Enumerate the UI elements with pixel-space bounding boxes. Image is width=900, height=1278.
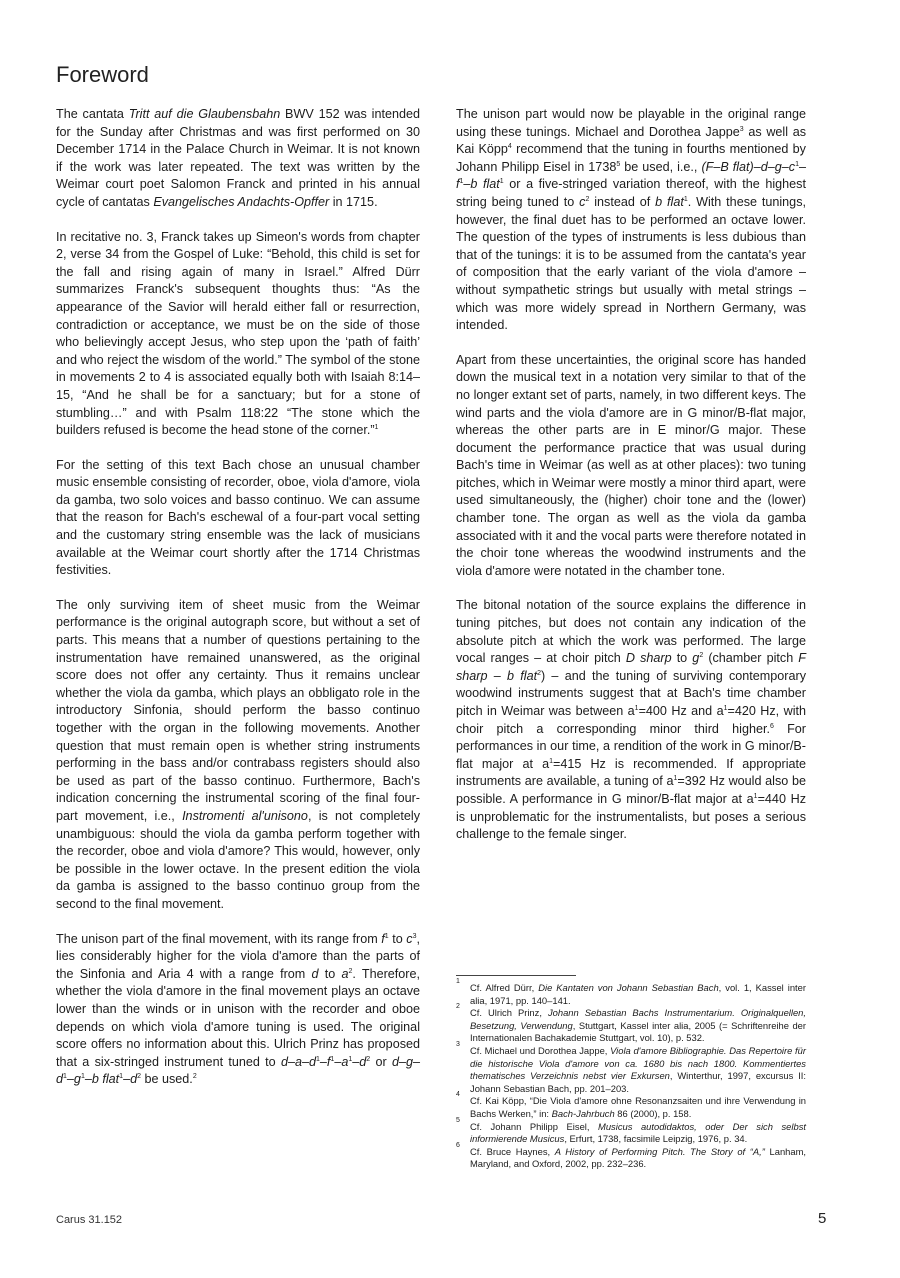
footnote: 5 Cf. Johann Philipp Eisel, Musicus autodidaktos, oder Der sich selbst informierende Musicus, Erfurt, 1738, facsimile Leipzig, 1976, p. 34. xyxy=(456,1116,806,1145)
paragraph: For the setting of this text Bach chose an unusual chamber music ensemble consisting of recorder, oboe, viola d'amore, viola da gamba, two solo voices and basso continuo. We can assume that the reason for Bach's eschewal of a four-part vocal setting and the customary string ensemble was the lack of musicians available at the Weimar court shortly after the 1714 Christmas festivities. xyxy=(56,457,420,578)
footnote: 1 Cf. Alfred Dürr, Die Kantaten von Johann Sebastian Bach, vol. 1, Kassel inter alia, 1971, pp. 140–141. xyxy=(456,978,806,1006)
footnote-ref: 2 xyxy=(192,1073,197,1081)
footnote: 3 Cf. Michael und Dorothea Jappe, Viola d'amore Bibliographie. Das Repertoire für die historische Viola d'amore von ca. 1680 bis nach 1800. Kommentiertes thematisches Verzeichnis nebst vier Exkursen, Winterthur, 1997, excursus II: Johann Sebastian Bach, pp. 201–203. xyxy=(456,1040,806,1094)
paragraph: Apart from these uncertainties, the original score has handed down the musical text in a notation very similar to that of the no longer extant set of parts, namely, in two different keys. The wind parts and the viola d'amore are in G minor/B-flat major, whereas the other parts are in E minor/G major. These document the performance practice that was usual during Bach's time in Weimar (as well as at other places): two tuning pitches, which in Weimar were mostly a minor third apart, were used simultaneously, the (higher) choir tone and the (lower) chamber tone. The organ as well as the viola da gamba associated with it and the vocal parts were therefore notated in the choir tone whereas the woodwind instruments and the viola d'amore were notated in the chamber tone. xyxy=(456,352,806,578)
page-title: Foreword xyxy=(56,62,149,87)
right-column xyxy=(456,106,806,861)
page-number: 5 xyxy=(818,1210,827,1227)
catalog-number: Carus 31.152 xyxy=(56,1214,123,1226)
footnote-ref: 3 xyxy=(739,125,744,133)
left-column xyxy=(56,106,420,1106)
paragraph: In recitative no. 3, Franck takes up Simeon's words from chapter 2, verse 34 from the Gospel of Luke: “Behold, this child is set for the fall and rising again of many in Israel.” Alfred Dürr summarizes Franck's subsequent thoughts thus: “As the appearance of the Savior will herald either fall or resurrection, contradiction or acceptance, we must be on the side of those who believingly accept Jesus, who step upon the ‘path of faith’ and who reject the wisdom of the world.” The symbol of the stone in movements 2 to 4 is associated equally both with Isaiah 8:14–15, “And he shall be for a sanctuary; but for a stone of stumbling…” and with Psalm 118:22 “The stone which the builders refused is become the head stone of the corner.”$^1$ xyxy=(56,229,420,438)
footnote-ref: 1 xyxy=(374,423,379,431)
footnote-ref: 6 xyxy=(769,722,774,730)
footnote-ref: 4 xyxy=(507,143,512,150)
footnote: 2 Cf. Ulrich Prinz, Johann Sebastian Bachs Instrumentarium. Originalquellen, Besetzung, Verwendung, Stuttgart, Kassel inter alia, 2005 (= Schriftenreihe der Internationalen Bachakademie Stuttgart, vol. 10), p. 532. xyxy=(456,1003,806,1044)
footnote: 6 Cf. Bruce Haynes, A History of Performing Pitch. The Story of “A,” Lanham, Maryland, and Oxford, 2002, pp. 232–236. xyxy=(456,1141,806,1170)
paragraph: The unison part would now be playable in the original range using these tunings. Michael and Dorothea Jappe$^3$ as well as Kai Köpp$^4$ recommend that the tuning in fourths mentioned by Johann Philipp Eisel in 1738$^5$ be used, i.e., (F–B $flat)-d-g-c^1-f^1-b$ flat$^1$ or a five-stringed variation thereof, with the highest string being tuned to $c^2$ instead of b flat$^1$. With these tunings, however, the final duet has to be performed an octave lower. The question of the types of instruments is less dubious than that of the tunings: it is to be assumed from the cantata's year of composition that the early variant of the viola d'amore – without sympathetic strings but usually with metal strings – which was more widely spread in Northern Germany, was intended. xyxy=(456,107,807,333)
footnote: 4 Cf. Kai Köpp, “Die Viola d'amore ohne Resonanzsaiten und ihre Verwendung in Bachs Werken,” in: Bach-Jahrbuch 86 (2000), p. 158. xyxy=(456,1091,806,1119)
paragraph: The cantata Tritt auf die Glaubensbahn BWV 152 was intended for the Sunday after Christmas and was first performed on 30 December 1714 in the Palace Church in Weimar. It is not known if the work was later repeated. The text was written by the Weimar court poet Salomon Franck and printed in his annual cycle of cantatas Evangelisches Andachts-Opffer in 1715. xyxy=(56,107,420,209)
footnotes xyxy=(456,978,806,1171)
paragraph: The bitonal notation of the source explains the difference in tuning pitches, but does not contain any indication of the absolute pitch at which the work was performed. The large vocal ranges – at choir pitch D sharp to $g^2$ (chamber pitch F sharp – b flat$^2$) – and the tuning of surviving contemporary woodwind instruments suggest that at Bach's time chamber pitch in Weimar was between $a^1=400$ Hz and $a^1=420$ Hz, with choir pitch a corresponding minor third higher.$^6$ For performances in our time, a rendition of the work in G minor/B-flat major at $a^1=415$ Hz is recommended. If appropriate instruments are available, a tuning of $a^1=392$ Hz would also be possible. A performance in G minor/B-flat major at $a^1=440$ Hz is unproblematic for the instrumentalists, but poses a serious challenge to the female singer. xyxy=(456,598,807,842)
paragraph: The only surviving item of sheet music from the Weimar performance is the original autograph score, but without a set of parts. This means that a number of questions pertaining to the instrumentation have remained unanswered, as the original score does not offer any certainty. Thus it remains unclear whether the viola da gamba, which plays an obbligato role in the introductory Sinfonia, should perform the basso continuo together with the organ in the following movements. Another question that must remain open is whether string instruments performing in the bass and/or contrabass registers should also be used as part of the basso continuo. Furthermore, Bach's indication concerning the instrumental scoring of the final four-part movement, i.e., Instromenti al'unisono, is not completely unambiguous: should the viola da gamba perform together with the recorder, oboe and viola d'amore? This would, however, only be possible in the lower octave. In the present edition the viola da gamba is assigned to the basso continuo group from the second to the final movement. xyxy=(56,597,420,911)
footnote-divider xyxy=(456,975,576,976)
footnote-ref: 5 xyxy=(616,160,621,168)
paragraph: The unison part of the final movement, with its range from $f^1$ to $c^3$, lies considerably higher for the viola d'amore than the parts of the Sinfonia and Aria 4 with a range from d to $a^2$. Therefore, whether the viola d'amore in the final movement plays an octave lower than the winds or in unison with the recorder and oboe depends on which viola d'amore tuning is used. The original score offers no information about this. Ulrich Prinz has proposed that a six-stringed instrument tuned to $d-a-d^1-f^1-a^1-d^2$ or $d-g-d^1-g^1-b$ $flat^1-d^2$ be used.$^2$ xyxy=(56,931,420,1087)
